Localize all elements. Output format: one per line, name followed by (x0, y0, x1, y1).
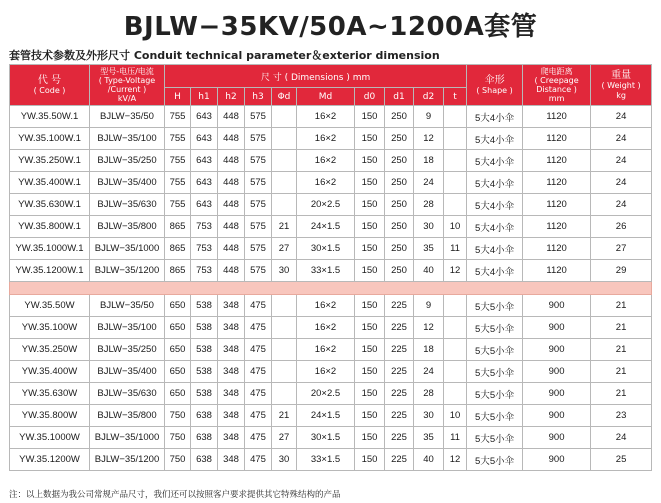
table-cell: 750 (165, 449, 191, 471)
table-row (10, 449, 652, 471)
table-cell: 5大5小伞 (467, 317, 523, 339)
table-cell: BJLW−35/400 (90, 361, 165, 383)
table-cell: 16×2 (297, 172, 355, 194)
table-cell: 24 (591, 128, 652, 150)
table-cell: 755 (165, 128, 191, 150)
table-cell (272, 106, 297, 128)
separator-row (10, 282, 652, 295)
table-cell: 225 (385, 339, 414, 361)
table-cell: 650 (165, 339, 191, 361)
table-cell: 16×2 (297, 317, 355, 339)
table-cell: 900 (523, 427, 591, 449)
table-cell: 250 (385, 260, 414, 282)
table-cell: BJLW−35/100 (90, 128, 165, 150)
table-row (10, 383, 652, 405)
table-cell: 30×1.5 (297, 238, 355, 260)
table-cell: 30 (272, 260, 297, 282)
table-cell: 12 (414, 128, 444, 150)
table-cell: 865 (165, 238, 191, 260)
table-cell: YW.35.630W (10, 383, 90, 405)
table-cell: 5大5小伞 (467, 295, 523, 317)
table-cell: 24×1.5 (297, 405, 355, 427)
col-header-t: t (444, 88, 467, 106)
table-cell: 5大5小伞 (467, 383, 523, 405)
table-cell (272, 172, 297, 194)
table-cell: 10 (444, 405, 467, 427)
col-header-Md: Md (297, 88, 355, 106)
table-cell: 475 (245, 295, 272, 317)
table-cell: 753 (191, 216, 218, 238)
table-cell: 755 (165, 194, 191, 216)
table-cell: 150 (355, 238, 385, 260)
table-separator-group (10, 282, 652, 295)
col-header-creepage: 爬电距离 ( Creepage Distance ) mm (523, 65, 591, 106)
table-cell: 24 (591, 427, 652, 449)
table-cell: 21 (591, 361, 652, 383)
table-cell: 448 (218, 128, 245, 150)
table-cell: 250 (385, 194, 414, 216)
table-group-w (10, 295, 652, 471)
table-row (10, 128, 652, 150)
table-cell: 575 (245, 260, 272, 282)
table-cell: 21 (272, 405, 297, 427)
table-cell: 348 (218, 383, 245, 405)
table-cell: 448 (218, 260, 245, 282)
table-cell: BJLW−35/800 (90, 405, 165, 427)
table-cell: 33×1.5 (297, 260, 355, 282)
col-header-h1: h1 (191, 88, 218, 106)
table-cell: YW.35.800W (10, 405, 90, 427)
table-cell: 24 (591, 150, 652, 172)
table-cell: 348 (218, 427, 245, 449)
table-cell (272, 128, 297, 150)
table-cell: 5大4小伞 (467, 150, 523, 172)
table-cell: 448 (218, 216, 245, 238)
table-cell: 755 (165, 150, 191, 172)
table-cell: YW.35.100W.1 (10, 128, 90, 150)
table-cell: 24 (414, 172, 444, 194)
table-cell: BJLW−35/400 (90, 172, 165, 194)
table-cell: BJLW−35/250 (90, 339, 165, 361)
table-cell: 575 (245, 172, 272, 194)
table-cell: 650 (165, 295, 191, 317)
table-cell: 1120 (523, 194, 591, 216)
table-cell: 26 (591, 216, 652, 238)
col-header-code: 代 号 ( Code ) (10, 65, 90, 106)
table-cell: 750 (165, 427, 191, 449)
table-cell: 10 (444, 216, 467, 238)
table-cell: 753 (191, 260, 218, 282)
col-header-H: H (165, 88, 191, 106)
col-header-d0: d0 (355, 88, 385, 106)
table-cell: 575 (245, 150, 272, 172)
table-cell: 35 (414, 427, 444, 449)
table-cell: 5大4小伞 (467, 106, 523, 128)
table-cell: 18 (414, 339, 444, 361)
footnote: 注：以上数据为我公司常规产品尺寸，我们还可以按照客户要求提供其它特殊结构的产品 (9, 490, 341, 500)
table-cell: 1120 (523, 106, 591, 128)
table-cell: 18 (414, 150, 444, 172)
col-header-shape: 伞形 ( Shape ) (467, 65, 523, 106)
table-cell: 150 (355, 295, 385, 317)
table-cell: 900 (523, 339, 591, 361)
table-cell: 1120 (523, 128, 591, 150)
table-cell: 475 (245, 361, 272, 383)
page-title: BJLW−35KV/50A~1200A套管 (123, 12, 538, 42)
table-cell: 30 (414, 405, 444, 427)
table-cell: 348 (218, 339, 245, 361)
table-row (10, 295, 652, 317)
table-cell: 150 (355, 106, 385, 128)
table-cell (444, 317, 467, 339)
table-cell: 21 (591, 295, 652, 317)
parameter-table (9, 64, 652, 471)
table-cell: 575 (245, 194, 272, 216)
table-cell: 643 (191, 128, 218, 150)
table-cell: 28 (414, 383, 444, 405)
table-cell: 25 (591, 449, 652, 471)
table-cell: 538 (191, 339, 218, 361)
table-cell: 40 (414, 260, 444, 282)
table-cell: 30 (414, 216, 444, 238)
table-row (10, 194, 652, 216)
table-cell: 475 (245, 383, 272, 405)
col-header-type: 型号-电压/电流 ( Type-Voltage /Current ) kV/A (90, 65, 165, 106)
table-cell: 348 (218, 405, 245, 427)
col-header-h2: h2 (218, 88, 245, 106)
table-cell: 1120 (523, 172, 591, 194)
table-cell: 29 (591, 260, 652, 282)
table-cell: 9 (414, 295, 444, 317)
table-cell: 643 (191, 106, 218, 128)
table-cell: 16×2 (297, 106, 355, 128)
table-cell: YW.35.1200W.1 (10, 260, 90, 282)
table-row (10, 172, 652, 194)
table-cell (444, 128, 467, 150)
table-cell: 40 (414, 449, 444, 471)
table-cell: 448 (218, 238, 245, 260)
table-cell: 12 (444, 449, 467, 471)
table-cell: 475 (245, 317, 272, 339)
table-cell: 865 (165, 260, 191, 282)
table-cell: 12 (444, 260, 467, 282)
table-cell: 20×2.5 (297, 194, 355, 216)
table-cell: 448 (218, 172, 245, 194)
table-cell: 5大4小伞 (467, 128, 523, 150)
table-cell: 150 (355, 194, 385, 216)
table-cell: 225 (385, 405, 414, 427)
table-cell: 448 (218, 150, 245, 172)
table-cell: 5大4小伞 (467, 260, 523, 282)
table-cell: BJLW−35/630 (90, 383, 165, 405)
table-cell: 5大4小伞 (467, 238, 523, 260)
table-cell: 250 (385, 150, 414, 172)
table-cell: YW.35.250W.1 (10, 150, 90, 172)
table-cell: 475 (245, 449, 272, 471)
col-header-d2: d2 (414, 88, 444, 106)
table-cell: 24×1.5 (297, 216, 355, 238)
table-cell (272, 383, 297, 405)
table-cell: 24 (414, 361, 444, 383)
table-cell: BJLW−35/1200 (90, 260, 165, 282)
table-cell (444, 194, 467, 216)
table-cell: 150 (355, 449, 385, 471)
table-cell: 21 (272, 216, 297, 238)
table-cell: 27 (272, 427, 297, 449)
table-cell: 225 (385, 295, 414, 317)
table-cell: 5大5小伞 (467, 361, 523, 383)
col-header-phi-d: Φd (272, 88, 297, 106)
table-cell (272, 361, 297, 383)
table-cell: 20×2.5 (297, 383, 355, 405)
table-cell: 643 (191, 150, 218, 172)
table-cell: YW.35.1000W (10, 427, 90, 449)
table-cell: 5大5小伞 (467, 339, 523, 361)
col-header-h3: h3 (245, 88, 272, 106)
table-cell: BJLW−35/250 (90, 150, 165, 172)
table-cell: BJLW−35/630 (90, 194, 165, 216)
table-cell (272, 194, 297, 216)
table-cell: 27 (591, 238, 652, 260)
table-cell (444, 106, 467, 128)
table-cell (444, 383, 467, 405)
table-cell: 538 (191, 317, 218, 339)
col-header-d1: d1 (385, 88, 414, 106)
table-cell: YW.35.800W.1 (10, 216, 90, 238)
table-cell: 16×2 (297, 295, 355, 317)
table-cell: 900 (523, 317, 591, 339)
table-cell: 638 (191, 449, 218, 471)
table-cell: 225 (385, 317, 414, 339)
table-cell: 24 (591, 194, 652, 216)
table-cell: 16×2 (297, 339, 355, 361)
table-cell: 250 (385, 128, 414, 150)
table-cell: 865 (165, 216, 191, 238)
table-cell (272, 339, 297, 361)
table-cell: 643 (191, 172, 218, 194)
separator-cell (10, 282, 652, 295)
table-cell: 475 (245, 427, 272, 449)
table-cell: 538 (191, 361, 218, 383)
table-cell: YW.35.630W.1 (10, 194, 90, 216)
table-cell: BJLW−35/100 (90, 317, 165, 339)
table-cell: 250 (385, 216, 414, 238)
table-cell: 5大5小伞 (467, 427, 523, 449)
table-cell (272, 295, 297, 317)
table-cell: 24 (591, 106, 652, 128)
table-row (10, 405, 652, 427)
table-cell: 575 (245, 238, 272, 260)
table-cell: 150 (355, 150, 385, 172)
table-cell: 5大5小伞 (467, 449, 523, 471)
table-row (10, 339, 652, 361)
table-cell: 150 (355, 427, 385, 449)
table-cell: 755 (165, 106, 191, 128)
table-cell: 150 (355, 216, 385, 238)
table-cell: 650 (165, 317, 191, 339)
table-cell: 900 (523, 383, 591, 405)
table-cell: 638 (191, 405, 218, 427)
table-cell: 348 (218, 449, 245, 471)
table-cell: 28 (414, 194, 444, 216)
table-cell: 348 (218, 361, 245, 383)
table-cell: 150 (355, 405, 385, 427)
table-cell: YW.35.400W.1 (10, 172, 90, 194)
table-cell: 225 (385, 383, 414, 405)
table-cell: 150 (355, 317, 385, 339)
table-cell: 348 (218, 317, 245, 339)
table-cell: 1120 (523, 150, 591, 172)
table-cell: 638 (191, 427, 218, 449)
table-cell: 150 (355, 172, 385, 194)
table-cell: YW.35.50W.1 (10, 106, 90, 128)
table-cell: 1120 (523, 238, 591, 260)
table-cell: BJLW−35/800 (90, 216, 165, 238)
table-cell: 9 (414, 106, 444, 128)
table-cell (272, 150, 297, 172)
table-cell: 11 (444, 427, 467, 449)
table-cell: 12 (414, 317, 444, 339)
table-cell: 11 (444, 238, 467, 260)
table-cell: 5大5小伞 (467, 405, 523, 427)
table-cell: 30×1.5 (297, 427, 355, 449)
table-cell: YW.35.50W (10, 295, 90, 317)
table-cell: 24 (591, 172, 652, 194)
table-cell (444, 150, 467, 172)
table-cell: 21 (591, 339, 652, 361)
table-cell: 448 (218, 106, 245, 128)
table-cell: 30 (272, 449, 297, 471)
table-cell: 225 (385, 427, 414, 449)
table-cell (444, 295, 467, 317)
table-cell: BJLW−35/50 (90, 106, 165, 128)
table-cell: 5大4小伞 (467, 172, 523, 194)
table-cell: 575 (245, 128, 272, 150)
table-cell: 1120 (523, 216, 591, 238)
table-cell: 1120 (523, 260, 591, 282)
table-cell: 538 (191, 295, 218, 317)
table-cell: BJLW−35/1200 (90, 449, 165, 471)
table-cell: 5大4小伞 (467, 194, 523, 216)
table-cell: 575 (245, 106, 272, 128)
table-cell: 150 (355, 339, 385, 361)
table-cell: 643 (191, 194, 218, 216)
table-cell: YW.35.250W (10, 339, 90, 361)
table-cell: 475 (245, 339, 272, 361)
table-cell: 475 (245, 405, 272, 427)
table-cell: 150 (355, 128, 385, 150)
table-row (10, 106, 652, 128)
table-cell: 538 (191, 383, 218, 405)
table-cell: BJLW−35/1000 (90, 238, 165, 260)
col-header-weight: 重量 ( Weight ) kg (591, 65, 652, 106)
table-cell (444, 361, 467, 383)
table-cell (444, 339, 467, 361)
table-cell: 348 (218, 295, 245, 317)
table-cell: 575 (245, 216, 272, 238)
table-cell: 448 (218, 194, 245, 216)
table-cell: 753 (191, 238, 218, 260)
table-cell: 900 (523, 405, 591, 427)
table-group-w1 (10, 106, 652, 282)
table-cell: 16×2 (297, 150, 355, 172)
table-cell: YW.35.400W (10, 361, 90, 383)
table-cell: 16×2 (297, 128, 355, 150)
table-cell: 650 (165, 361, 191, 383)
table-cell: 21 (591, 317, 652, 339)
table-cell: 900 (523, 361, 591, 383)
table-cell: 150 (355, 361, 385, 383)
table-cell: 27 (272, 238, 297, 260)
table-row (10, 150, 652, 172)
table-cell: 650 (165, 383, 191, 405)
table-cell: 755 (165, 172, 191, 194)
table-cell: 5大4小伞 (467, 216, 523, 238)
table-cell: 21 (591, 383, 652, 405)
table-cell: YW.35.1200W (10, 449, 90, 471)
table-row (10, 361, 652, 383)
table-row (10, 216, 652, 238)
table-cell: 33×1.5 (297, 449, 355, 471)
table-cell: YW.35.100W (10, 317, 90, 339)
table-cell: 900 (523, 449, 591, 471)
table-cell: 16×2 (297, 361, 355, 383)
table-cell: 250 (385, 238, 414, 260)
table-cell: 250 (385, 106, 414, 128)
table-row (10, 238, 652, 260)
table-cell: 900 (523, 295, 591, 317)
table-row (10, 260, 652, 282)
table-cell: 225 (385, 449, 414, 471)
table-cell: 750 (165, 405, 191, 427)
table-cell: 150 (355, 260, 385, 282)
table-cell (272, 317, 297, 339)
table-row (10, 427, 652, 449)
table-cell: 225 (385, 361, 414, 383)
col-header-dimensions: 尺 寸 ( Dimensions ) mm (165, 65, 467, 88)
table-cell: 250 (385, 172, 414, 194)
table-caption: 套管技术参数及外形尺寸 Conduit technical parameter＆exterior dimension (9, 49, 440, 62)
table-cell: 23 (591, 405, 652, 427)
table-cell (444, 172, 467, 194)
table-cell: 35 (414, 238, 444, 260)
table-cell: YW.35.1000W.1 (10, 238, 90, 260)
table-row (10, 317, 652, 339)
table-cell: 150 (355, 383, 385, 405)
table-cell: BJLW−35/50 (90, 295, 165, 317)
table-cell: BJLW−35/1000 (90, 427, 165, 449)
